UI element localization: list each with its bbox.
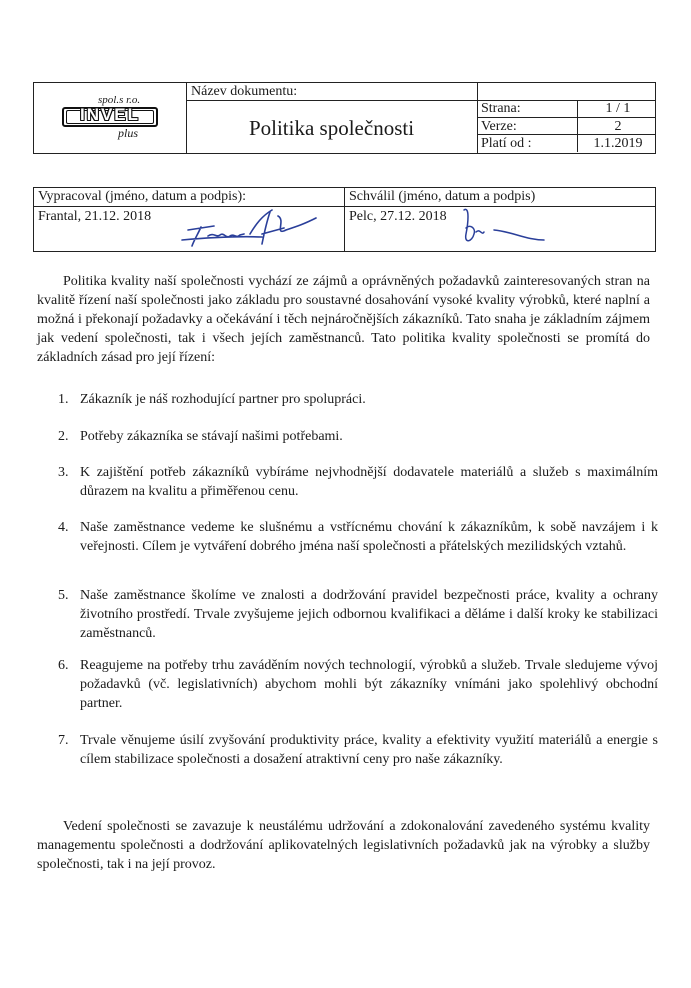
document-name-label: Název dokumentu:	[191, 84, 298, 99]
intro-paragraph	[37, 272, 650, 367]
meta-value: 1 / 1	[605, 101, 631, 116]
document-meta	[477, 83, 655, 153]
company-logo	[62, 96, 162, 144]
list-item-number: 4.	[58, 520, 69, 535]
list-item-text: K zajištění potřeb zákazníků vybíráme nejvhodnější dodavatele materiálů a služeb s maximálním důrazem na kvalitu a přiměřenou cenu.	[80, 465, 658, 499]
list-item-number: 7.	[58, 733, 69, 748]
prepared-by-signature	[174, 206, 344, 252]
list-item-text: Potřeby zákazníka se stávají našimi potřebami.	[80, 429, 343, 444]
list-item-text: Naše zaměstnance školíme ve znalosti a dodržování pravidel bezpečnosti práce, kvality a ochrany životního prostředí. Trvale zvyšujeme jejich odbornou kvalifikaci a děláme i další kroky ke stabilizaci zaměstnanců.	[80, 588, 658, 641]
approved-by-value: Pelc, 27.12. 2018	[349, 209, 447, 224]
meta-value: 1.1.2019	[593, 136, 643, 151]
document-title: Politika společnosti	[248, 116, 415, 140]
list-item-text: Reagujeme na potřeby trhu zaváděním nových technologií, výrobků a služeb. Trvale sledujeme vývoj požadavků (vč. legislativních) abychom mohli být zákazníky vnímáni jako spolehlivý obchodní partner.	[80, 658, 658, 711]
meta-row-version	[477, 117, 655, 135]
list-item-text: Trvale věnujeme úsilí zvyšování produktivity práce, kvality a efektivity využití materiálů a energie s cílem stabilizace společnosti a dosažení atraktivní ceny pro naše zákazníky.	[80, 733, 658, 767]
meta-row-valid-from	[477, 134, 655, 152]
list-item-text: Naše zaměstnance vedeme ke slušnému a vstřícnému chování k zákazníkům, k sobě navzájem i k veřejnosti. Cílem je vytváření dobrého jména naší společnosti a přátelských mezilidských vztahů.	[80, 520, 658, 554]
logo-bottom-text: plus	[118, 126, 139, 140]
list-item-number: 2.	[58, 429, 69, 444]
list-item-number: 6.	[58, 658, 69, 673]
logo-brand-text: INVEL	[79, 105, 141, 124]
meta-row-page	[477, 100, 655, 117]
meta-label: Platí od :	[481, 136, 532, 151]
list-item-number: 5.	[58, 588, 69, 603]
list-item-text: Zákazník je náš rozhodující partner pro spolupráci.	[80, 392, 366, 407]
meta-label: Verze:	[481, 119, 517, 134]
approved-by-label: Schválil (jméno, datum a podpis)	[349, 189, 536, 204]
list-item-number: 1.	[58, 392, 69, 407]
meta-value: 2	[614, 119, 622, 134]
logo-top-text: spol.s r.o.	[98, 94, 141, 106]
closing-text: Vedení společnosti se zavazuje k neustálému udržování a zdokonalování zavedeného systému kvality managementu společnosti a dodržování aplikovatelných legislativních požadavků jak na výrobky a služby společnosti, tak i na její provoz.	[37, 819, 650, 872]
prepared-by-value: Frantal, 21.12. 2018	[38, 209, 152, 224]
approval-table	[33, 187, 656, 252]
approved-by-signature	[454, 202, 564, 252]
prepared-by-label: Vypracoval (jméno, datum a podpis):	[38, 189, 247, 204]
document-name-cell	[186, 83, 478, 153]
closing-paragraph	[37, 817, 650, 874]
list-item-number: 3.	[58, 465, 69, 480]
meta-label: Strana:	[481, 101, 521, 116]
document-header-table	[33, 82, 656, 154]
logo-cell	[34, 83, 187, 153]
intro-text: Politika kvality naší společnosti vychází ze zájmů a oprávněných požadavků zainteresovaných stran na kvalitě řízení naší společnosti jako základu pro soustavné dosahování vysoké kvality výrobků, které naplní a možná i překonají požadavky a očekávání i těch nejnáročnějších zákazníků. Tato snaha je základním zájmem jak vedení společnosti, tak i všech jejích zaměstnanců. Tato politika kvality společnosti se promítá do základních zásad pro její řízení:	[37, 274, 650, 365]
